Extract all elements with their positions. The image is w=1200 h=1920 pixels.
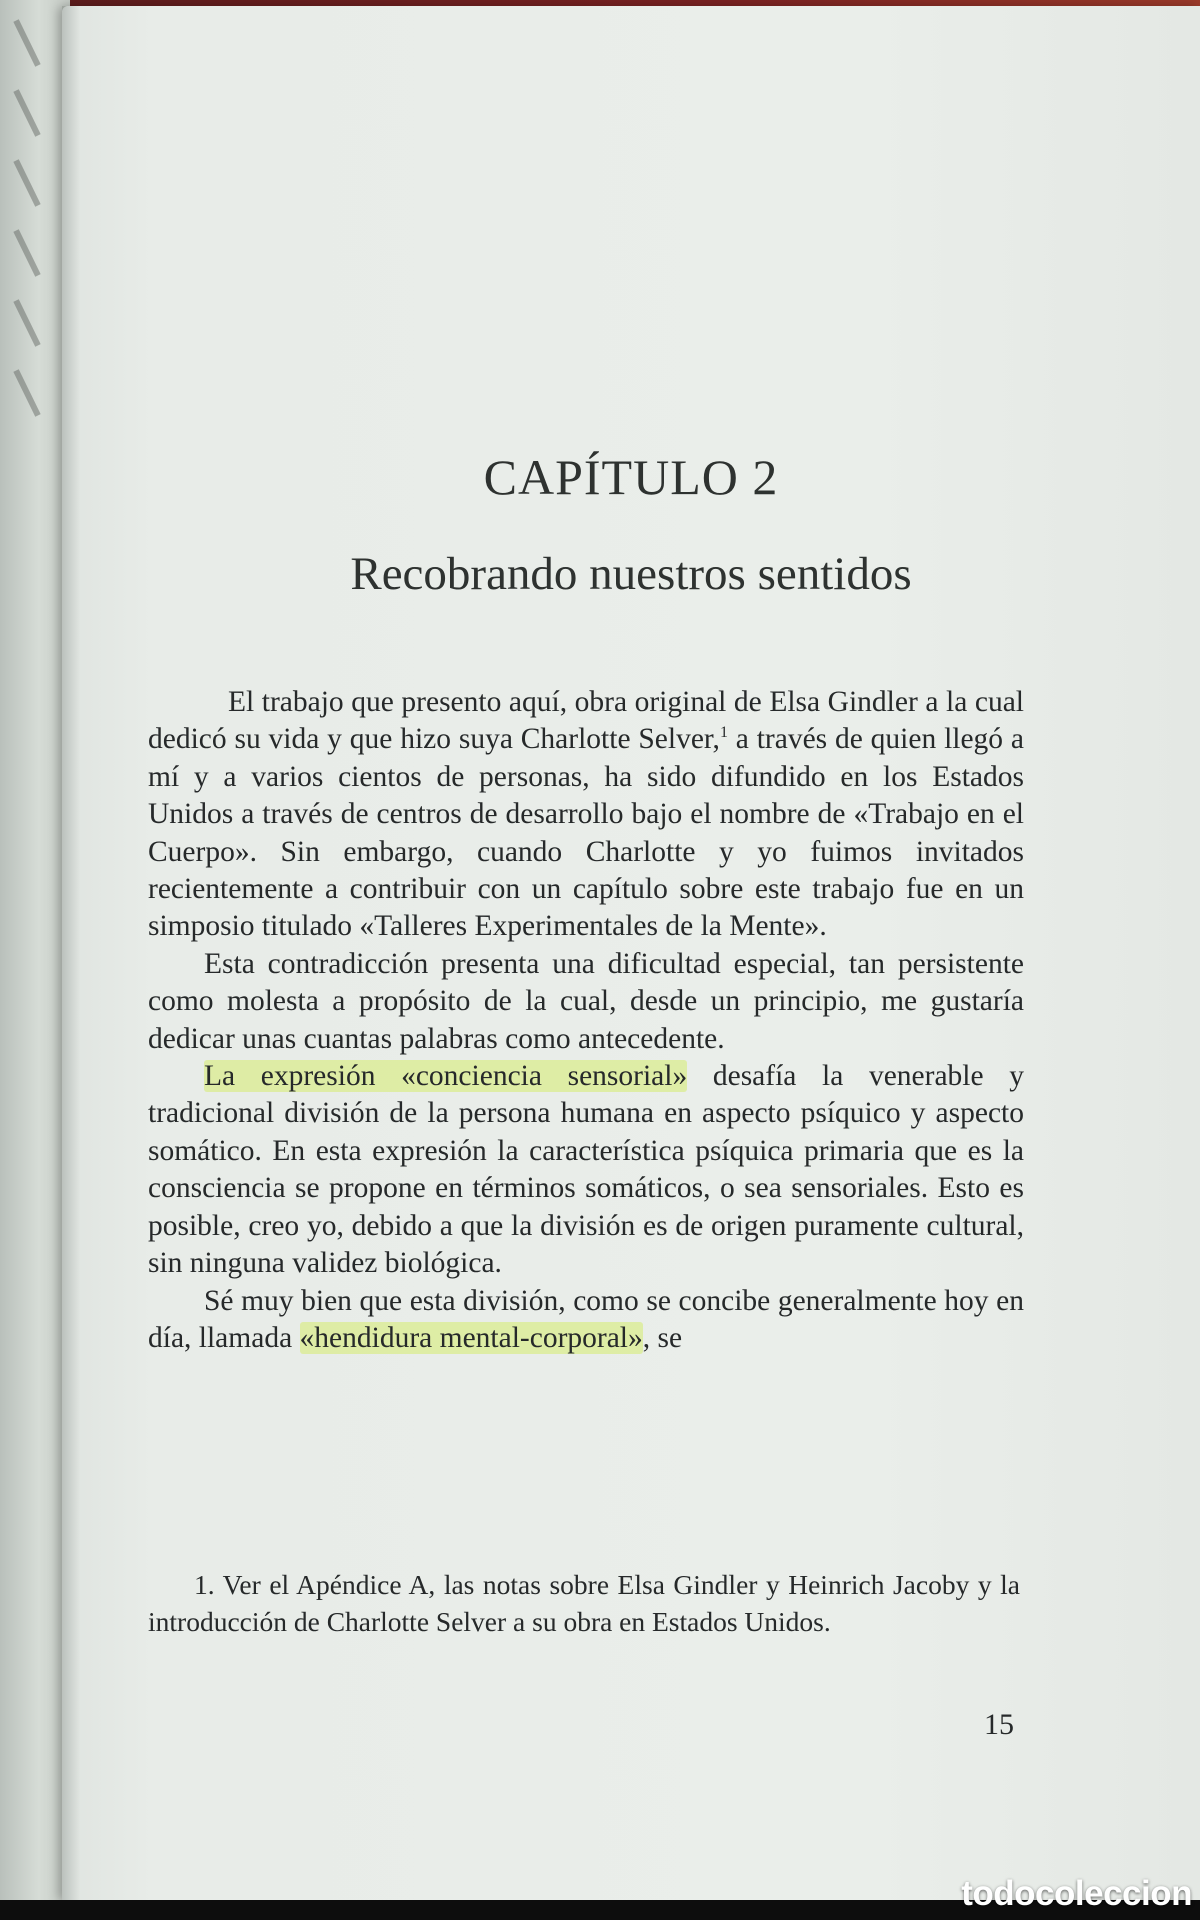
page-number: 15 [984, 1708, 1014, 1741]
paragraph-text: Sé muy bien que esta división, como se concibe generalmente hoy en día, llamada [148, 1284, 1024, 1354]
paragraph-text: a través de quien llegó a mí y a varios cientos de personas, ha sido difundido en los Estados Unidos a través de centros de desarrollo bajo el nombre de «Trabajo en el Cuerpo». Sin embargo, cuando Charlotte y yo fuimos invitados recientemente a contribuir con un capítulo sobre este trabajo fue en un simposio titulado «Talleres Experimentales de la Mente». [148, 723, 1024, 943]
watermark: todocoleccion [961, 1874, 1192, 1913]
paragraph-4 [148, 1283, 1024, 1358]
paragraph-text: , se [642, 1321, 683, 1354]
bleed-text-mark [13, 369, 40, 417]
footnote-number: 1. [194, 1569, 215, 1600]
highlighted-phrase: La expresión «conciencia sensorial» [204, 1060, 688, 1093]
paragraph-text: El trabajo que presento aquí, obra original de Elsa Gindler a la cual dedicó su vida y que hizo suya Charlotte Selver, [148, 686, 1024, 756]
footnote [148, 1566, 1020, 1640]
paragraph-1 [148, 684, 1024, 946]
footnote-reference: 1 [719, 724, 728, 742]
left-page-edge [0, 0, 70, 1920]
chapter-number: CAPÍTULO 2 [483, 449, 779, 505]
paragraph-3 [148, 1058, 1024, 1282]
bleed-text-mark [13, 299, 40, 347]
footnote-text: Ver el Apéndice A, las notas sobre Elsa Gindler y Heinrich Jacoby y la introducción de Charlotte Selver a su obra en Estados Unidos. [148, 1569, 1020, 1637]
bleed-text-mark [13, 229, 40, 277]
chapter-body [148, 684, 1024, 1357]
bleed-text-mark [13, 159, 40, 207]
bleed-text-mark [13, 89, 40, 137]
paragraph-2 [148, 946, 1024, 1058]
chapter-title: Recobrando nuestros sentidos [350, 548, 912, 600]
paragraph-text: desafía la venerable y tradicional división de la persona humana en aspecto psíquico y aspecto somático. En esta expresión la característica psíquica primaria que es la consciencia se propone en términos somáticos, o sea sensoriales. Esto es posible, creo yo, debido a que la división es de origen puramente cultural, sin ninguna validez biológica. [148, 1060, 1024, 1280]
page-gutter-shadow [62, 6, 80, 1900]
paragraph-text: Esta contradicción presenta una dificultad especial, tan persistente como molesta a propósito de la cual, desde un principio, me gustaría dedicar unas cuantas palabras como antecedente. [148, 947, 1024, 1055]
bleed-text-mark [13, 19, 40, 67]
highlighted-phrase: «hendidura mental-corporal» [299, 1321, 643, 1354]
